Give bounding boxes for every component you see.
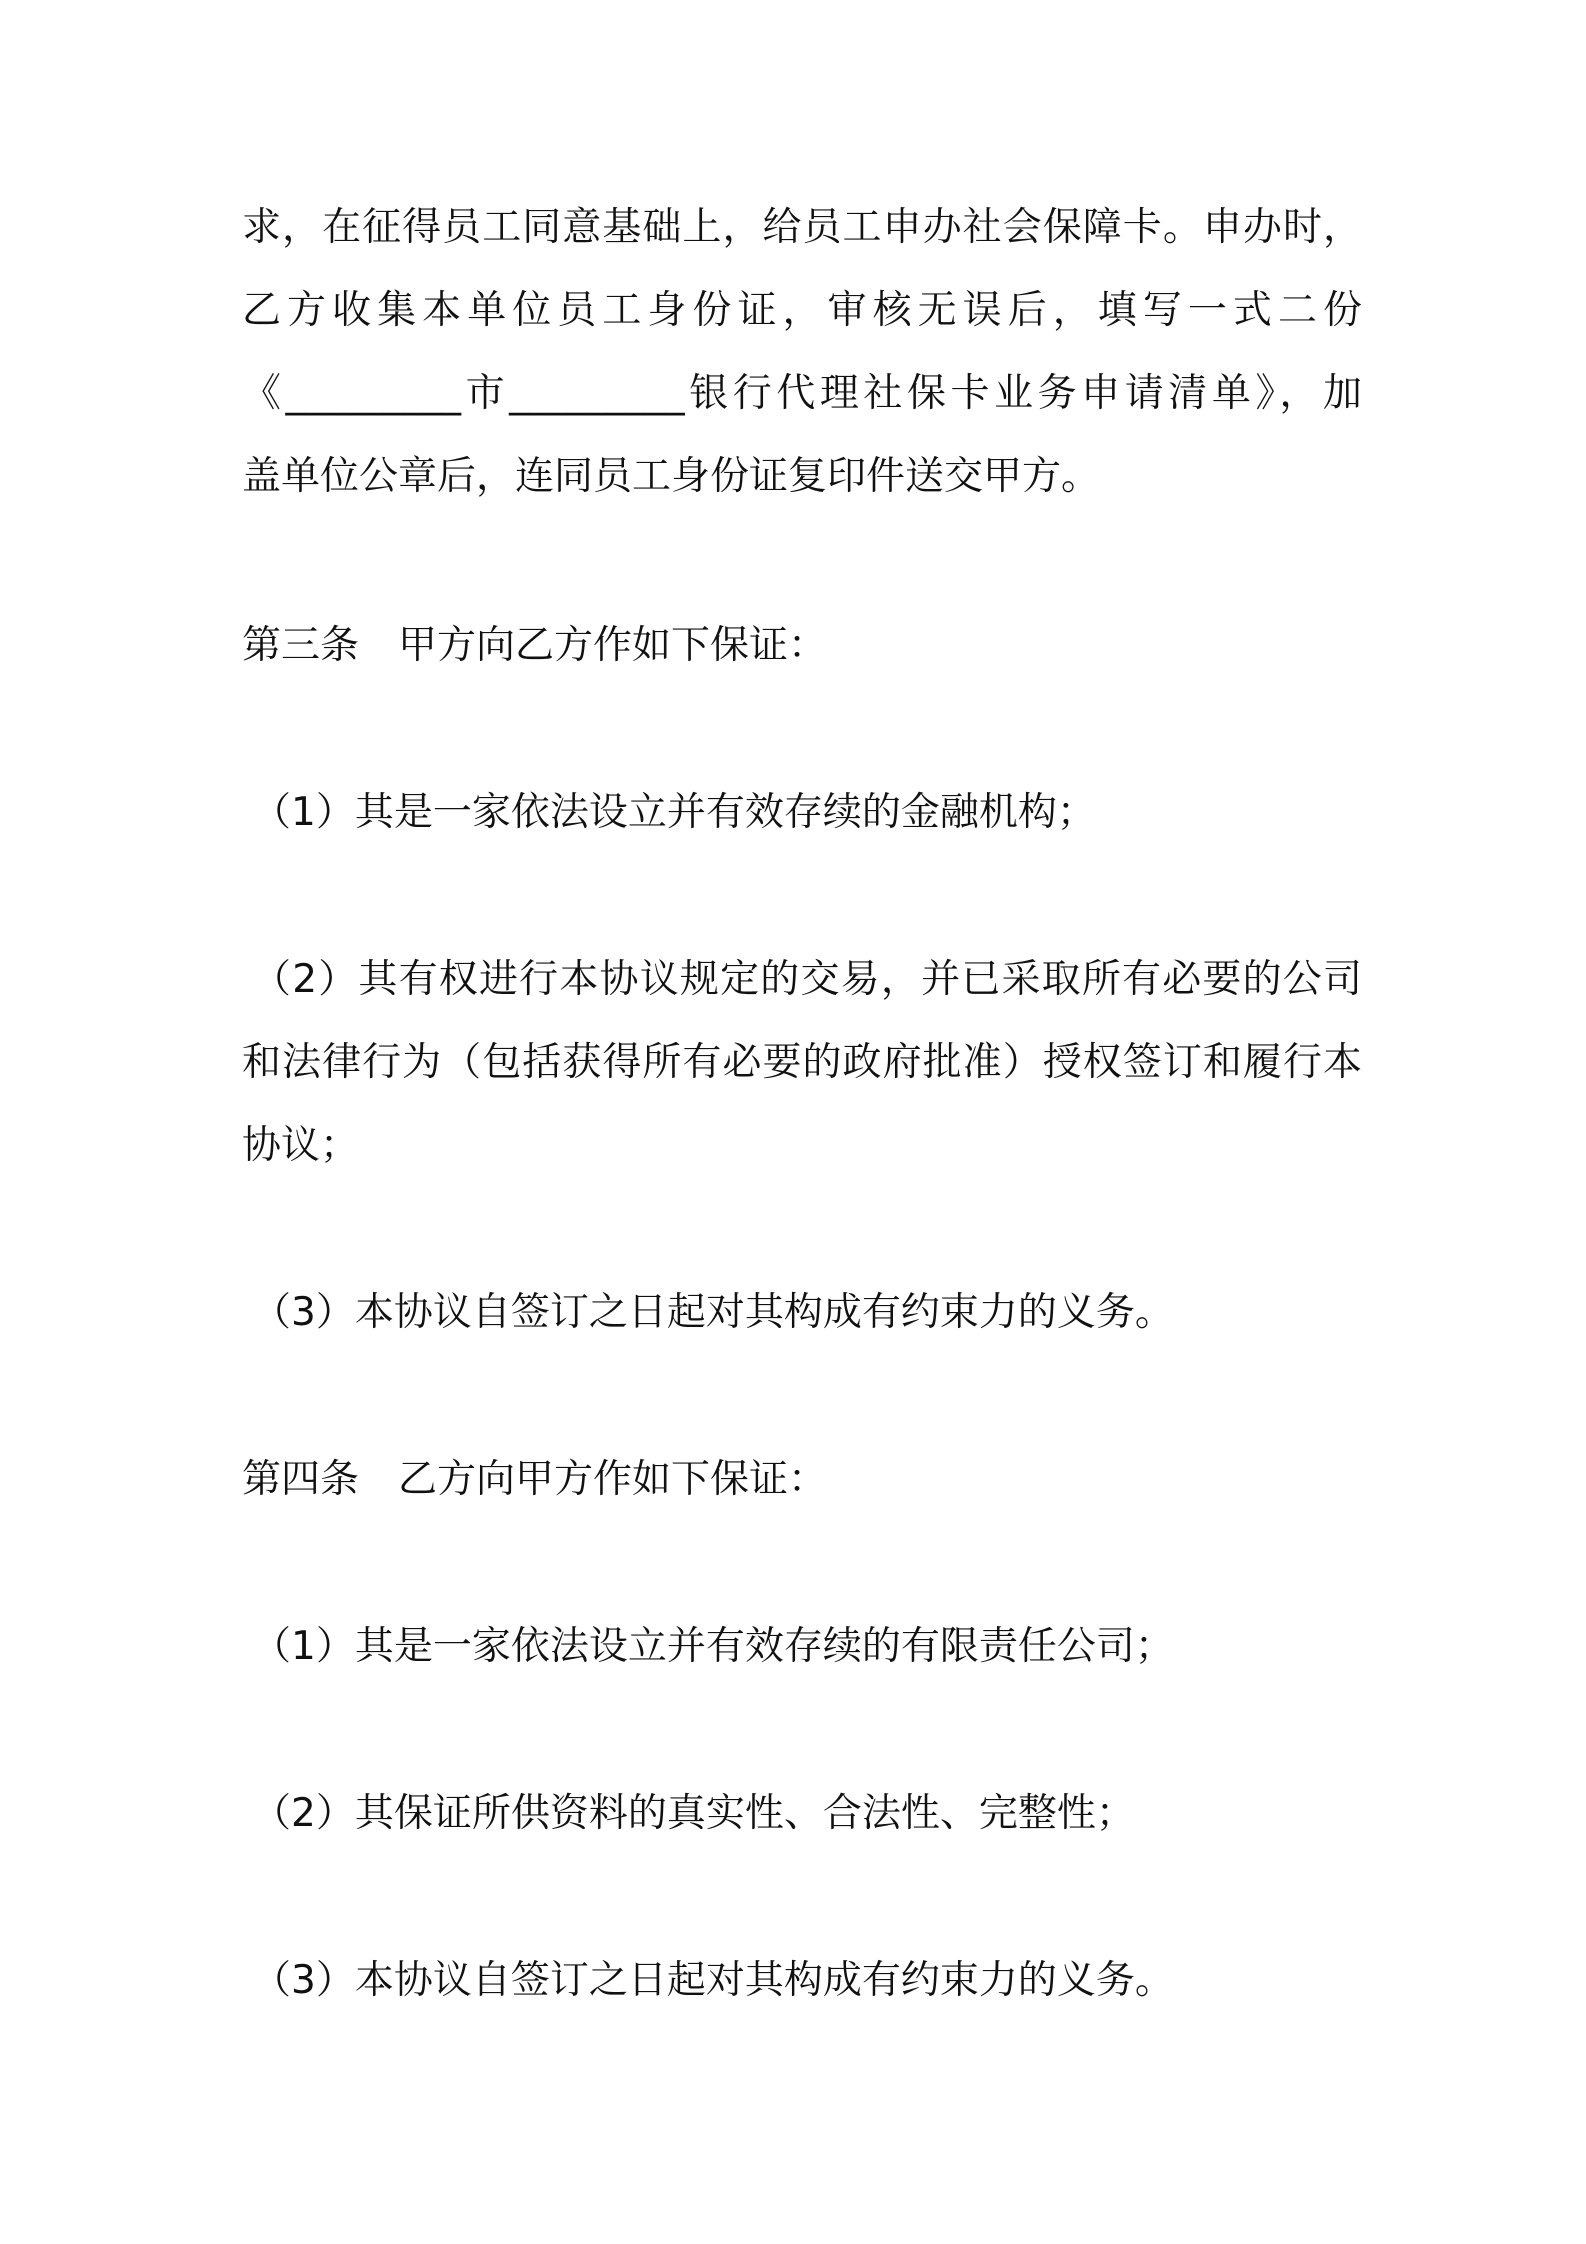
paragraph-line: 乙方收集本单位员工身份证，审核无误后，填写一式二份 — [242, 288, 1362, 333]
list-item: （3）本协议自签订之日起对其构成有约束力的义务。 — [252, 1958, 1174, 2003]
paragraph-line: 《_________市_________银行代理社保卡业务申请清单》，加 — [242, 371, 1362, 416]
list-item: （2）其保证所供资料的真实性、合法性、完整性； — [252, 1791, 1135, 1836]
article-heading: 第四条 乙方向甲方作如下保证： — [242, 1457, 828, 1502]
paragraph-line: 求，在征得员工同意基础上，给员工申办社会保障卡。申办时， — [242, 205, 1362, 250]
list-item-line: 和法律行为（包括获得所有必要的政府批准）授权签订和履行本 — [242, 1040, 1362, 1085]
list-item-line: 协议； — [242, 1123, 360, 1168]
article-heading: 第三条 甲方向乙方作如下保证： — [242, 623, 828, 668]
list-item: （1）其是一家依法设立并有效存续的有限责任公司； — [252, 1624, 1174, 1669]
paragraph-line: 盖单位公章后，连同员工身份证复印件送交甲方。 — [242, 454, 1101, 499]
list-item: （1）其是一家依法设立并有效存续的金融机构； — [252, 790, 1096, 835]
list-item: （3）本协议自签订之日起对其构成有约束力的义务。 — [252, 1290, 1174, 1335]
list-item: （2）其有权进行本协议规定的交易，并已采取所有必要的公司 — [252, 957, 1362, 1002]
